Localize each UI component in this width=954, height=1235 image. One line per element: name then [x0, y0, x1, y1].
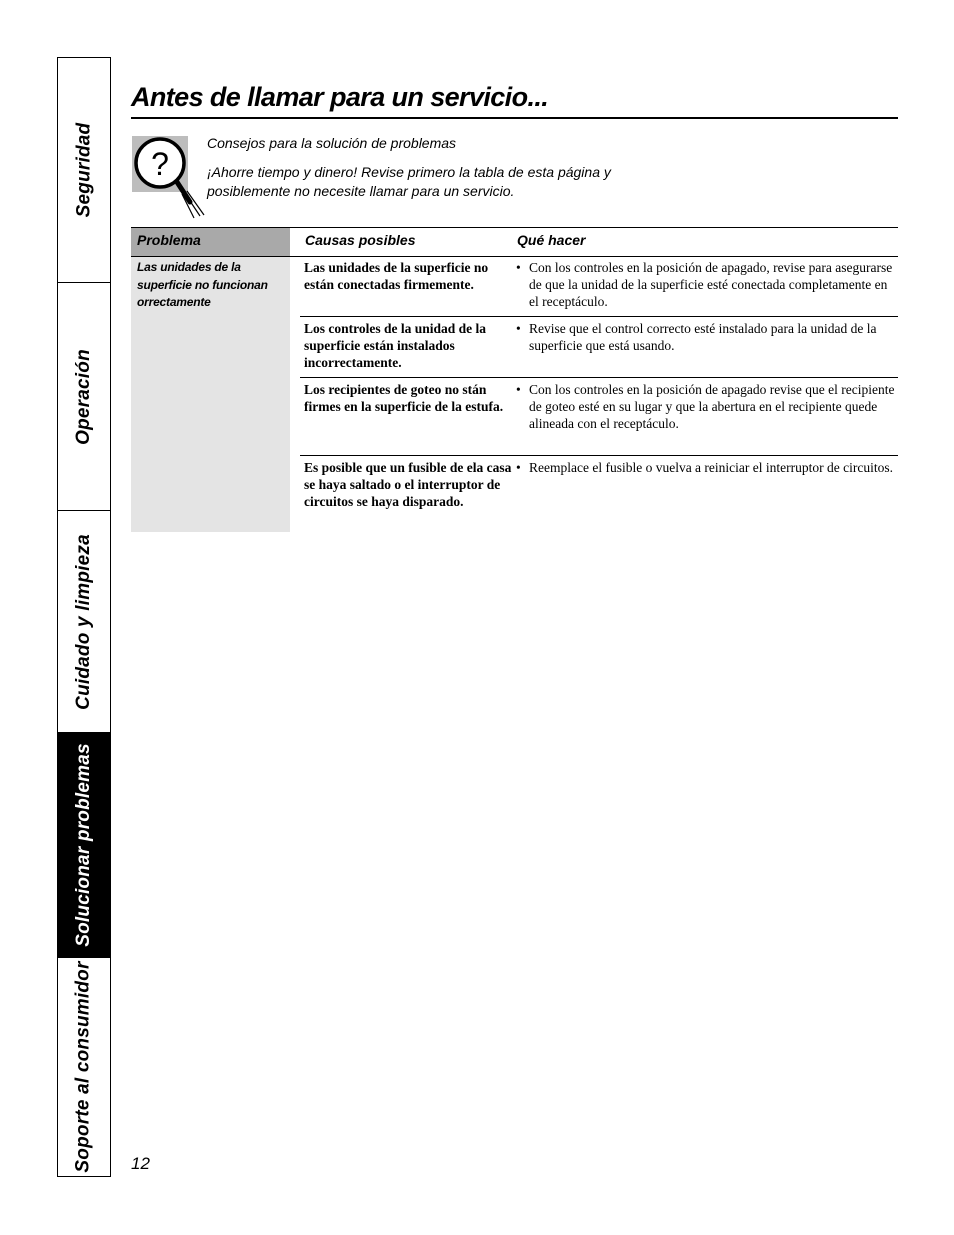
fix-item: [516, 259, 896, 310]
fix-text: Revise que el control correcto esté instalado para la unidad de la superficie que está usando.: [529, 321, 877, 353]
tab-seguridad[interactable]: [58, 58, 110, 283]
table-top-rule: [131, 227, 898, 228]
row-divider: [300, 455, 898, 456]
intro-subtitle: Consejos para la solución de problemas: [207, 135, 457, 151]
bullet: •: [516, 460, 521, 475]
tab-soporte-al-consumidor[interactable]: [58, 958, 110, 1176]
bullet: •: [516, 321, 521, 336]
fix-text: Reemplace el fusible o vuelva a reiniciar el interruptor de circuitos.: [529, 460, 893, 475]
cause-text: Los controles de la unidad de la superficie están instalados incorrectamente.: [304, 321, 487, 370]
question-magnifier-icon: [132, 136, 208, 220]
fix-text: Con los controles en la posición de apagado revise que el recipiente de goteo esté en su lugar y que la abertura en el recipiente quede alineada con el receptáculo.: [529, 382, 895, 431]
tab-solucionar-problemas[interactable]: [58, 733, 110, 958]
bullet: •: [516, 382, 521, 397]
fix-text: Con los controles en la posición de apagado, revise para asegurarse de que la unidad de la superficie esté conectada completamente en el receptáculo.: [529, 260, 893, 309]
row-divider: [300, 377, 898, 378]
tab-operacion[interactable]: [58, 283, 110, 511]
bullet: •: [516, 260, 521, 275]
problem-text: Las unidades de la superficie no funcionan orrectamente: [137, 260, 268, 309]
page-number: 12: [131, 1154, 150, 1173]
cause-text: Es posible que un fusible de ela casa se haya saltado o el interruptor de circuitos se haya disparado.: [304, 460, 512, 509]
tab-label: Solucionar problemas: [73, 743, 95, 947]
cause-text: Las unidades de la superficie no están conectadas firmemente.: [304, 260, 489, 292]
svg-text:?: ?: [151, 146, 169, 182]
tab-cuidado-y-limpieza[interactable]: [58, 511, 110, 733]
tab-label: Seguridad: [73, 122, 94, 218]
cause-text: Los recipientes de goteo no stán firmes en la superficie de la estufa.: [304, 382, 504, 414]
fix-item: [516, 459, 896, 476]
header-fix: Qué hacer: [517, 232, 586, 248]
row-divider: [300, 316, 898, 317]
header-problem: Problema: [137, 232, 201, 248]
title-divider: [131, 117, 898, 119]
intro-text: ¡Ahorre tiempo y dinero! Revise primero la tabla de esta página y posiblemente no necesite llamar para un servicio.: [207, 164, 611, 199]
section-tabs: [57, 57, 111, 1177]
table-header-rule: [131, 256, 898, 257]
tab-label: Cuidado y limpieza: [73, 533, 94, 710]
fix-item: [516, 320, 896, 354]
header-causes: Causas posibles: [305, 232, 416, 248]
tab-label: Soporte al consumidor: [73, 961, 94, 1173]
fix-item: [516, 381, 896, 432]
page-title: Antes de llamar para un servicio...: [131, 82, 549, 112]
tab-label: Operación: [73, 348, 94, 445]
